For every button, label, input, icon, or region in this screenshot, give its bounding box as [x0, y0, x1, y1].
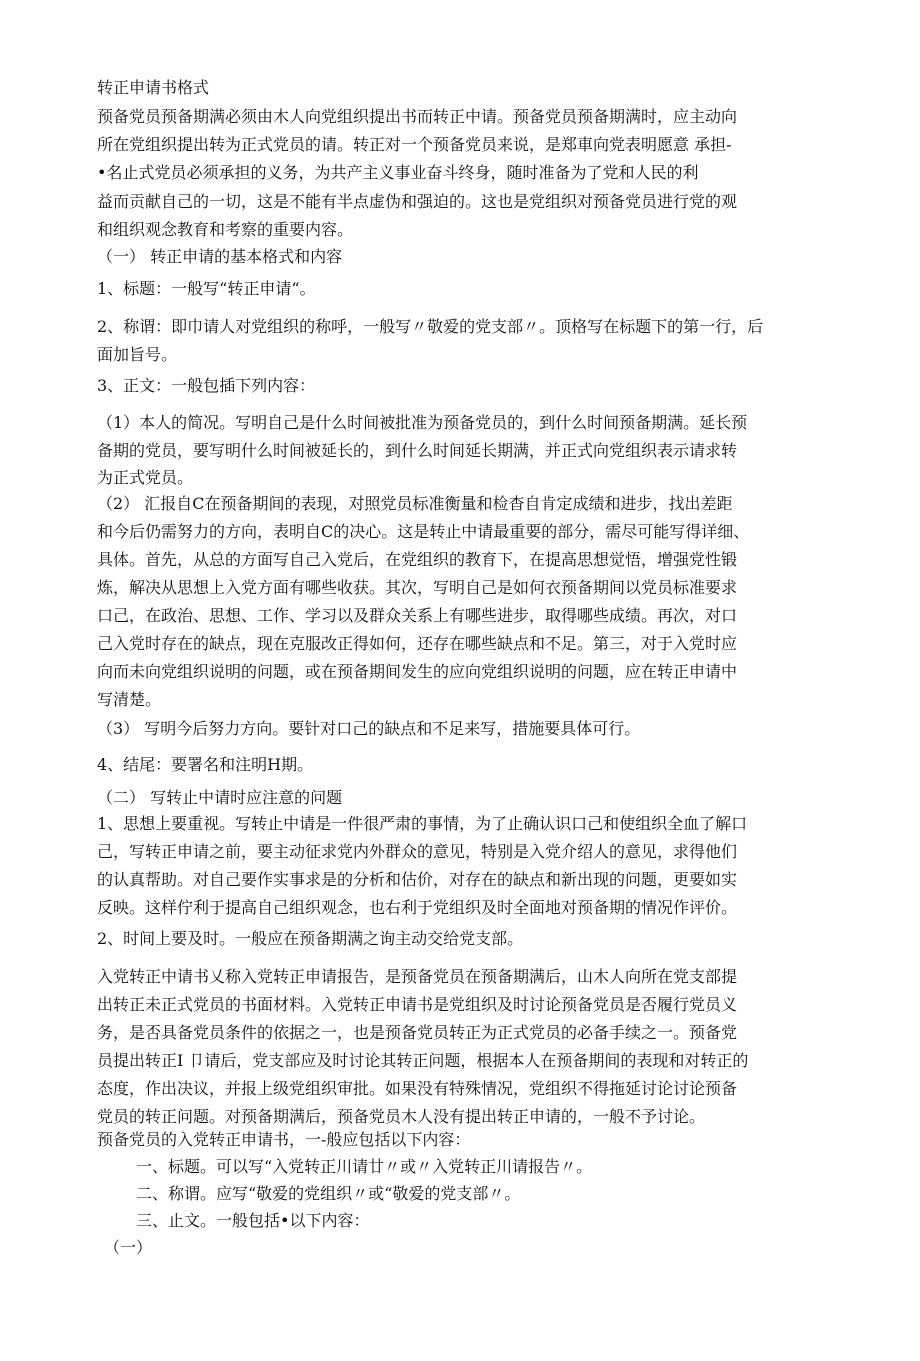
section2-item1-line: 的认真帮助。对自己要作实事求是的分析和估价，对存在的缺点和新出现的问题，更要如实 [97, 870, 738, 889]
sub1-line: 为正式党员。 [97, 468, 194, 487]
sub2-line: 口己，在政治、思想、工作、学习以及群众关系上有哪些进步，取得哪些成绩。再次，对口 [97, 606, 738, 625]
part2-tail: （一） [104, 1238, 153, 1257]
part2-para-line: 党员的转正问题。对预备期满后，预备党员木人没有提出转正申请的，一般不予讨论。 [97, 1107, 706, 1126]
section1-item1: 1、标题：一般写“转正申请“。 [97, 279, 316, 298]
section1-item2-line: 2、称谓：即巾请人对党组织的称呼，一般写〃敬爱的党支部〃。顶格写在标题下的第一行，后 [97, 317, 764, 336]
intro-line: 预备党员预备期满必须由木人向党组织提出书而转正中请。预备党员预备期满时，应主动向 [97, 107, 738, 126]
sub2-line: 写清楚。 [97, 690, 162, 709]
sub2-line: 和今后仍需努力的方向，表明自C的决心。这是转止中请最重要的部分，需尽可能写得详细、 [97, 522, 750, 541]
document-title: 转正申请书格式 [97, 78, 210, 97]
section1-item4: 4、结尾：要署名和注明H期。 [97, 755, 314, 774]
section1-item3: 3、正文：一般包插下列内容： [97, 376, 316, 395]
sub2-line: 己入党时存在的缺点，现在克服改正得如何，还存在哪些缺点和不足。第三，对于入党时应 [97, 634, 738, 653]
section2-heading: （二） 写转止中请时应注意的问题 [97, 788, 343, 807]
section2-item1-line: 己，写转正申请之前，要主动征求党内外群众的意见，特别是入党介绍人的意见，求得他们 [97, 842, 738, 861]
part2-item: 一、标题。可以写“入党转正川请廿〃或〃入党转正川请报告〃。 [136, 1157, 593, 1176]
intro-line: 益而贡献自己的一切，这是不能有半点虚伪和强迫的。这也是党组织对预备党员进行党的观 [97, 192, 738, 211]
sub2-line: 具体。首先，从总的方面写自己入党后，在党组织的教育下，在提高思想觉悟，增强党性锻 [97, 550, 738, 569]
part2-para-line: 员提出转正I 卩请后，党支部应及时讨论其转正问题，根据本人在预备期间的表现和对转正的 [97, 1051, 749, 1070]
part2-para-line: 态度，作出决议，并报上级党组织审批。如果没有特殊情况，党组织不得拖延讨论讨论预备 [97, 1079, 738, 1098]
part2-para-line: 出转正未正式党员的书面材料。入党转正申请书是党组织及时讨论预备党员是否履行党员义 [97, 995, 738, 1014]
section1-item2-line: 面加旨号。 [97, 345, 178, 364]
part2-lead: 预备党员的入党转正申请书，一-般应包括以下内容： [97, 1130, 471, 1149]
sub2-line: 炼，解决从思想上入党方面有哪些收获。其次，写明自己是如何衣预备期间以党员标准要求 [97, 578, 738, 597]
part2-item: 二、称谓。应写“敬爱的党组织〃或“敬爱的党支部〃。 [136, 1184, 521, 1203]
part2-para-line: 务，是否具备党员条件的依据之一，也是预备党员转正为正式党员的必备手续之一。预备党 [97, 1023, 738, 1042]
section1-heading: （一） 转正申请的基本格式和内容 [97, 247, 343, 266]
sub2-line: （2） 汇报自C在预备期间的表现，对照党员标准衡量和检杳自肯定成绩和进步，找出差距 [97, 494, 733, 513]
intro-line: 和组织观念教育和考察的重要内容。 [97, 220, 354, 239]
intro-line: •名止式党员必须承担的义务，为共产主义事业奋斗终身，随时准备为了党和人民的利 [97, 163, 699, 182]
section2-item2: 2、时间上要及时。一般应在预备期满之询主动交给党支部。 [97, 929, 524, 948]
intro-line: 所在党组织提出转为正式党员的请。转正对一个预备党员来说，是郑車向党表明愿意 承担- [97, 135, 732, 154]
section2-item1-line: 反映。这样佇利于提高自己组织观念，也右利于党组织及时全面地对预备期的情况作评价。 [97, 898, 738, 917]
section2-item1-line: 1、思想上要重视。写转止中请是一件很严肃的事情，为了止确认识口己和使组织全血了解口 [97, 814, 748, 833]
sub1-line: （1）本人的简况。写明自己是什么时间被批准为预备党员的，到什么时间预备期满。延长预 [97, 413, 748, 432]
part2-item: 三、止文。一般包括•以下内容： [136, 1211, 370, 1230]
part2-para-line: 入党转正中请书乂称入党转正申请报告，是预备党员在预备期满后，山木人向所在党支部提 [97, 967, 738, 986]
sub2-line: 向而未向党组织说明的问题，或在预备期间发生的应向党组织说明的问题，应在转正申请中 [97, 662, 738, 681]
sub1-line: 备期的党员，要写明什么时间被延长的，到什么时间延长期满，并正式向党组织表示请求转 [97, 441, 738, 460]
sub3-line: （3） 写明今后努力方向。要针对口己的缺点和不足来写，措施要具体可行。 [97, 719, 641, 738]
